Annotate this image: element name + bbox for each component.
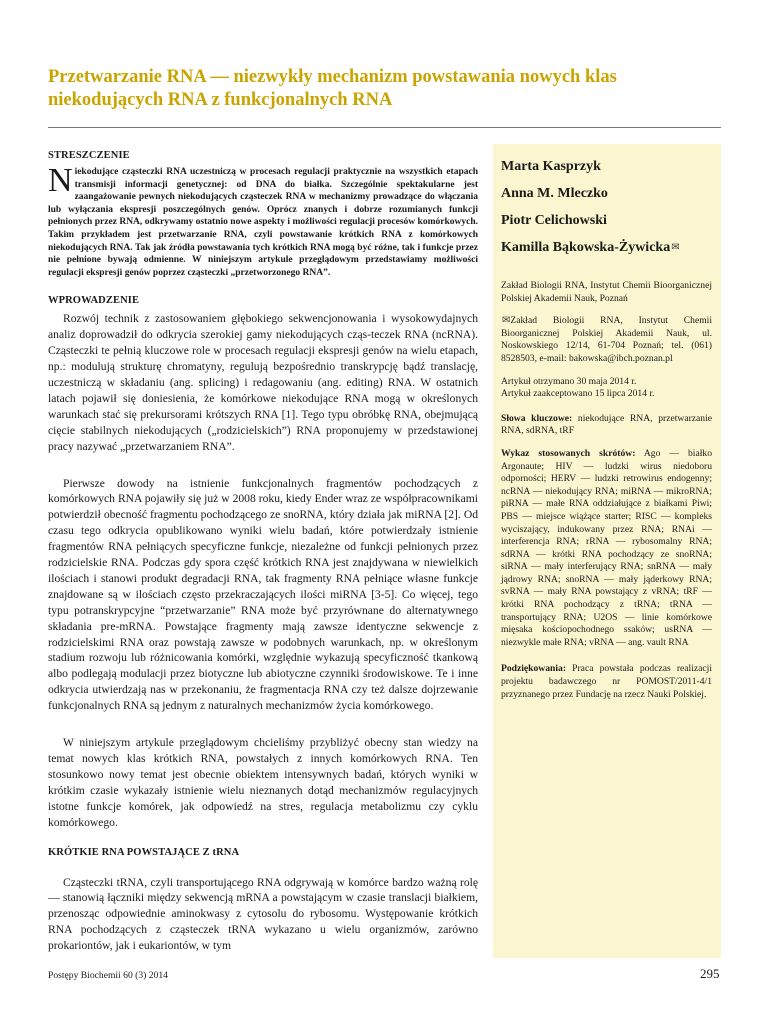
intro-paragraph-3: W niniejszym artykule przeglądowym chcieliśmy przybliżyć obecny stan wiedzy na temat nowych klas krótkich RNA, powstałych z innych komórkowych RNA. Ten stosunkowo nowy temat jest obecnie obiektem intensywnych badań, których wyniki w krótkim czasie wykazały istnienie wielu nieznanych dotąd mechanizmów regulacyjnych istotne funkcje komórek, jak odpowiedź na stres, regulacja metabolizmu czy cyklu komórkowego. bbox=[48, 736, 478, 829]
acknowledgements bbox=[501, 663, 712, 701]
abstract-text bbox=[48, 162, 478, 279]
acknowledgements-text: Praca powstała podczas realizacji projektu badawczego nr POMOST/2011-4/1 przyznanego przez Fundację na rzecz Nauki Polskiej. bbox=[501, 663, 712, 700]
trna-section-heading: KRÓTKIE RNA POWSTAJĄCE Z tRNA bbox=[48, 846, 240, 858]
author-1: Marta Kasprzyk bbox=[501, 159, 601, 174]
abbreviations-text: Ago — białko Argonaute; HIV — ludzki wirus niedoboru odporności; HERV — ludzki retrowirus endogenny; ncRNA — niekodujący RNA; miRNA — mikroRNA; piRNA — małe RNA oddziałujące z białkami Piwi; PBS — miejsce wiążące starter; RISC — kompleks wyciszający, indukowany przez RNA; RNAi — interferencja RNA; rRNA — rybosomalny RNA; sdRNA — krótki RNA pochodzący ze snoRNA; siRNA — mały interferujący RNA; snRNA — mały jądrowy RNA; snoRNA — mały jąderkowy RNA; svRNA — mały RNA powstający z vRNA; tRF — krótki RNA pochodzący z tRNA; tRNA — transportujący RNA; U2OS — linie komórkowe mięsaka kościopochodnego ssaków; usRNA — niezwykle małe RNA; vRNA — ang. vault RNA bbox=[501, 447, 712, 648]
journal-footer: Postępy Biochemii 60 (3) 2014 bbox=[48, 970, 168, 981]
intro-paragraph-1: Rozwój technik z zastosowaniem głębokiego sekwencjonowania i wysokowydajnych analiz doprowadził do odkrycia szerokiej gamy niekodujących cząs-teczek RNA (ncRNA). Cząsteczki te pełnią kluczowe role w procesach regulacji ekspresji genów na wielu etapach, np.: modulują strukturę chromatyny, regulują bezpośrednio transkrypcję bądź translację, uczestniczą w składaniu (ang. splicing) i redagowaniu (ang. editing) RNA. W ostatnich latach pojawił się doniesienia, że komórkowe niekodujące RNA mogą w określonych warunkach stać się prekursorami krótszych RNA [1]. Tego typu obróbkę RNA, obejmującą cięcie stabilnych niekodujących („rodzicielskich”) RNA proponujemy w przedstawionej pracy nazywać „przetwarzaniem RNA”. bbox=[48, 312, 478, 453]
keywords bbox=[501, 413, 712, 438]
article-dates bbox=[501, 376, 712, 401]
abstract-heading: STRESZCZENIE bbox=[48, 150, 130, 161]
article-title: Przetwarzanie RNA — niezwykły mechanizm powstawania nowych klas niekodujących RNA z funkcjonalnych RNA bbox=[48, 67, 617, 110]
abbreviations-label: Wykaz stosowanych skrótów: bbox=[501, 447, 636, 459]
intro-heading: WPROWADZENIE bbox=[48, 295, 140, 307]
article-info-sidebar bbox=[493, 144, 721, 958]
abstract-dropcap: N bbox=[48, 162, 73, 199]
abstract-body: iekodujące cząsteczki RNA uczestniczą w procesach regulacji praktycznie na wszystkich etapach transmisji informacji genetycznej: od DNA do białka. Szczególnie spektakularne jest zaangażowanie pewnych niekodujących cząsteczek RNA w mechanizmy prowadzące do włączania lub wyłączania ekspresji poszczególnych genów. Oprócz znanych i dobrze rozumianych funkcji pełnionych przez RNA, odkrywamy ostatnio nowe aspekty i możliwości regulacji procesów komórkowych. Takim przykładem jest przetwarzanie RNA, czyli powstawanie krótkich RNA z komórkowych niekodujących RNA. Tak jak źródła powstawania tych krótkich RNA mogą być różne, tak i funkcje przez nie pełnione bywają odmienne. W niniejszym artykule przeglądowym przedstawiamy możliwości regulacji ekspresji genów poprzez cząsteczki „przetworzonego RNA”. bbox=[48, 167, 478, 278]
accepted-date: Artykuł zaakceptowano 15 lipca 2014 r. bbox=[501, 388, 655, 400]
intro-paragraph-2: Pierwsze dowody na istnienie funkcjonalnych fragmentów pochodzących z komórkowych RNA pojawiły się już w 2008 roku, kiedy Ender wraz ze współpracownikami potwierdził obecność fragmentu pochodzącego ze snoRNA, który działa jak miRNA [2]. Od czasu tego odkrycia opublikowano wyniki wielu badań, które potwierdzały istnienie fragmentów RNA pełniących specyficzne funkcje, niezależne od funkcji pełnionych przez rodzicielskie RNA. Podczas gdy spora część krótkich RNA jest znajdywana w niewielkich ilościach i stanowi produkt degradacji RNA, tak fragmenty RNA pełniące własne funkcje znajdowane są w ilościach często przekraczających ilości miRNA [3-5]. Co więcej, tego typu potranskrypcyjne “przetwarzanie” RNA może być przyrównane do alternatywnego składania pre-mRNA. Powstające fragmenty mają zawsze identyczne sekwencje z rodzicielskimi RNA oraz powstają zawsze w podobnych warunkach, np. w określonym stadium rozwoju lub różnicowania komórki, względnie wykazują specyficzność tkankową albo podlegają modulacji przez biotyczne lub abiotyczne czynniki środowiskowe. Te i inne odkrycia utwierdzają nas w przekonaniu, że fragmentacja RNA czy też dalsze dojrzewanie funkcjonalnych RNA są jednym z naturalnych mechanizmów życia komórkowego. bbox=[48, 476, 478, 713]
received-date: Artykuł otrzymano 30 maja 2014 r. bbox=[501, 375, 637, 387]
keywords-label: Słowa kluczowe: bbox=[501, 412, 573, 424]
author-2: Anna M. Mleczko bbox=[501, 186, 608, 201]
envelope-icon-small: ✉ bbox=[502, 315, 511, 327]
title-divider bbox=[48, 127, 721, 128]
main-column bbox=[48, 150, 478, 954]
page-number: 295 bbox=[700, 966, 720, 981]
keywords-text: niekodujące RNA, przetwarzanie RNA, sdRNA, tRF bbox=[501, 412, 713, 437]
author-3: Piotr Celichowski bbox=[501, 213, 607, 228]
correspondence bbox=[501, 315, 712, 365]
correspondence-text: Zakład Biologii RNA, Instytut Chemii Bioorganicznej Polskiej Akademii Nauk, ul. Noskowskiego 12/14, 61-704 Poznań; tel. (061) 8528503, e-mail: bakowska@ibch.poznan.pl bbox=[501, 315, 712, 364]
acknowledgements-label: Podziękowania: bbox=[501, 663, 567, 675]
trna-paragraph-1: Cząsteczki tRNA, czyli transportującego RNA odgrywają w komórce bardzo ważną rolę — stanowią łączniki między sekwencją mRNA a powstającym w czasie translacji białkiem, przenosząc odpowiednie aminokwasy z cytosolu do rybosomu. Występowanie krótkich RNA pochodzących z cząsteczek tRNA wykazano u wielu organizmów, zarówno prokariontów, jak i eukariontów, w tym bbox=[48, 875, 478, 953]
affiliation: Zakład Biologii RNA, Instytut Chemii Bioorganicznej Polskiej Akademii Nauk, Poznań bbox=[501, 280, 712, 304]
author-4-corresponding bbox=[501, 239, 712, 257]
envelope-icon: ✉ bbox=[671, 242, 680, 253]
abbreviations bbox=[501, 448, 712, 650]
author-4-name: Kamilla Bąkowska-Żywicka bbox=[501, 240, 671, 255]
